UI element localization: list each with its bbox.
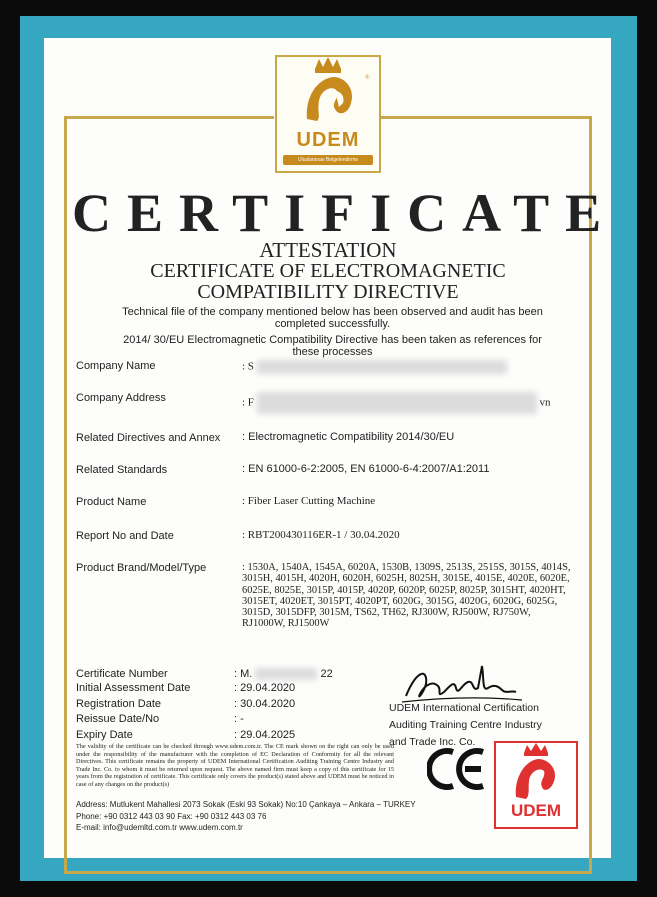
badge-brand-text: UDEM (510, 801, 562, 820)
redacted-block (257, 392, 537, 414)
certificate-number-value: : M. (234, 668, 253, 680)
field-value: : Fiber Laser Cutting Machine (242, 495, 376, 507)
intro-text-1: Technical file of the company mentioned below has been observed and audit has been completed successfully. (122, 306, 543, 330)
field-label: Company Name (76, 360, 156, 372)
field-value: : Electromagnetic Compatibility 2014/30/EU (242, 431, 455, 443)
heading-certificate-of: CERTIFICATE OF ELECTROMAGNETIC (150, 260, 506, 282)
lion-crown-icon (496, 743, 576, 803)
field-value: : 29.04.2020 (234, 682, 296, 694)
field-label: Registration Date (76, 698, 161, 710)
field-value (234, 668, 333, 680)
logo-ribbon: Uluslararası Belgelendirme (283, 155, 373, 165)
lion-crown-icon (277, 57, 379, 137)
contact-phone: Phone: +90 0312 443 03 90 Fax: +90 0312 443 03 76 (76, 812, 267, 821)
heading-directive: COMPATIBILITY DIRECTIVE (197, 281, 459, 303)
field-value: : 1530A, 1540A, 1545A, 6020A, 1530B, 1309S, 2513S, 2515S, 3015S, 4014S, 3015H, 4015H, 4020H, 6020H, 6025H, 8025H, 3015E, 4015E, 4020E, 6020E, 6025E, 8025E, 3015P, 4015P, 4020P, 6020P, 6025P, 8025P, 3015HT, 4020HT, 3015ET, 4020ET, 3015PT, 4020PT, 6020G, 3015G, 4020G, 6020G, 6025G, 3015D, 3015DFP, 3015M, TS62, TH62, RJ300W, RJ500W, RJ750W, RJ1000W, RJ1500W (242, 562, 571, 630)
redacted-block (257, 360, 507, 374)
field-label: Related Standards (76, 464, 168, 476)
ce-mark-icon (427, 746, 489, 792)
field-value (242, 360, 572, 374)
field-label: Product Brand/Model/Type (76, 562, 207, 574)
heading-attestation: ATTESTATION (259, 238, 397, 262)
field-label: Reissue Date/No (76, 713, 160, 725)
field-label: Certificate Number (76, 668, 168, 680)
field-label: Related Directives and Annex (76, 432, 221, 444)
field-value: : EN 61000-6-2:2005, EN 61000-6-4:2007/A1:2011 (242, 463, 490, 475)
logo-brand-text: UDEM (296, 129, 360, 151)
field-label: Company Address (76, 392, 166, 404)
contact-address: Address: Mutlukent Mahallesi 2073 Sokak (Eski 93 Sokak) No:10 Çankaya – Ankara – TURKEY (76, 800, 416, 809)
intro-text-2: 2014/ 30/EU Electromagnetic Compatibility Directive has been taken as references for these processes (123, 334, 542, 358)
field-value: : RBT200430116ER-1 / 30.04.2020 (242, 529, 400, 541)
redacted-block (255, 668, 317, 680)
company-address-suffix: vn (539, 396, 551, 409)
udem-logo (275, 55, 381, 173)
field-label: Product Name (76, 496, 147, 508)
certificate-title: CERTIFICATE (72, 183, 618, 243)
field-value (242, 392, 572, 414)
field-label: Expiry Date (76, 729, 133, 741)
field-label: Report No and Date (76, 530, 174, 542)
validity-fine-print: The validity of the certificate can be checked through www.udem.com.tr. The CE mark shown on the right can only be used under the responsibility of the manufacturer with the completion of EC Declaration of Conformity for all the relevant Directives. This certificate remains the property of UDEM International Certification Auditing Training Centre Industry and Trade Inc. Co. to whom it must be returned upon request. The above named firm must keep a copy of this certificate for 15 years from the registration of certificate. This certificate only covers the product(s) stated above and UDEM must be noticed in case of any changes on the product(s) (76, 743, 394, 788)
org-line-2: Auditing Training Centre Industry (389, 719, 542, 731)
org-line-1: UDEM International Certification (389, 702, 539, 714)
field-value: : 30.04.2020 (234, 698, 296, 710)
certificate-number-suffix: 22 (320, 668, 333, 680)
org-line-3: and Trade Inc. Co. (389, 736, 476, 748)
udem-badge (494, 741, 578, 829)
contact-email: E-mail: info@udemltd.com.tr www.udem.com.tr (76, 823, 243, 832)
field-value: : - (234, 713, 244, 725)
field-value: : 29.04.2025 (234, 729, 296, 741)
field-label: Initial Assessment Date (76, 682, 191, 694)
gold-border-top-left (64, 116, 274, 119)
registered-mark: ® (365, 75, 370, 81)
gold-border-top-right (374, 116, 592, 119)
company-address-value: : F (242, 396, 254, 409)
company-name-value: : S (242, 360, 254, 373)
